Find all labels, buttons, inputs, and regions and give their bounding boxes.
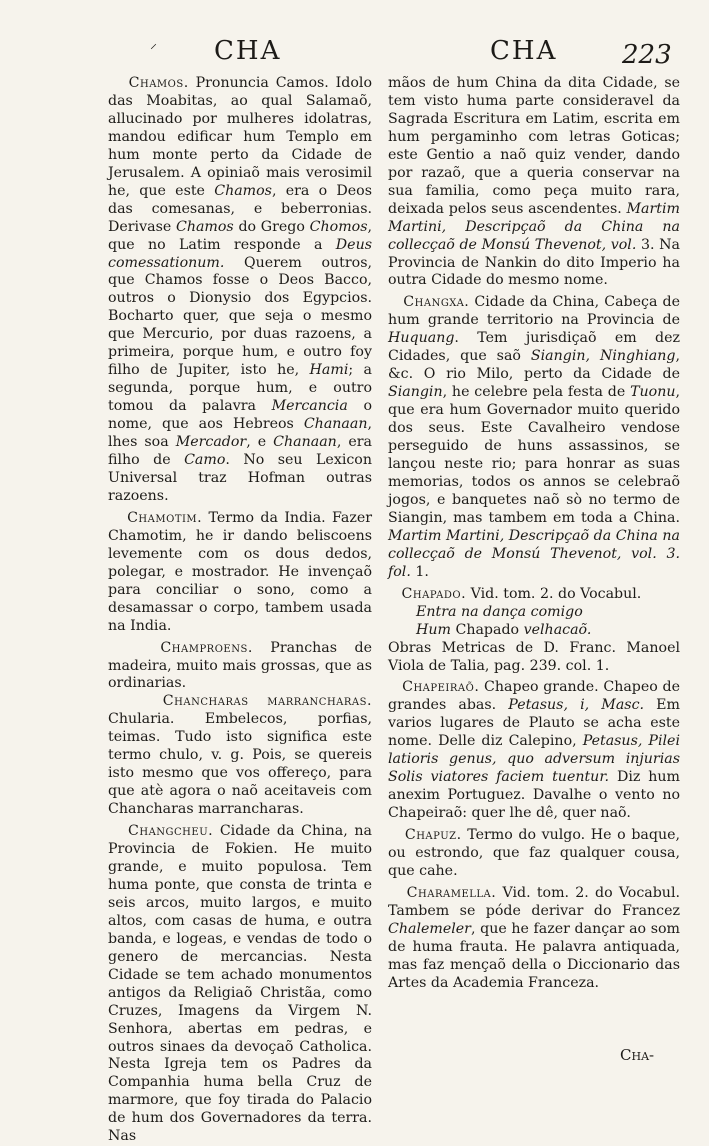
entry-italic: Huquang — [388, 330, 455, 347]
entry-italic: Mercador — [175, 434, 247, 451]
entry-chapuz — [388, 827, 680, 881]
page-number: 223 — [622, 40, 672, 70]
entry-italic: Camo — [184, 452, 226, 469]
catchword: Cha- — [620, 1046, 655, 1064]
entry-italic: velhacaõ. — [523, 621, 592, 638]
entry-text: do Grego — [233, 218, 310, 235]
entry-italic: Chamos — [175, 218, 234, 235]
entry-text: , era filho de — [108, 434, 372, 469]
entry-changcheu — [108, 823, 372, 1146]
entry-italic: Petasus, i, Masc. — [508, 697, 645, 714]
running-head-right: CHA — [490, 36, 558, 66]
entry-term: Chamos. — [128, 75, 189, 91]
entry-chapeirao — [388, 679, 680, 823]
entry-text: , que no Latim responde a — [108, 218, 372, 253]
entry-text: mãos de hum China da dita Cidade, se tem visto huma parte consideravel da Sagrada Escritura em Latim, escrita em hum pergaminho com letras Goticas; este Gentio a naõ quiz vender, dando por razaõ, que a queria conservar na sua familia, como peça muito rara, deixada pelos seus ascendentes. — [388, 75, 680, 217]
entry-italic: Tuonu — [630, 384, 676, 401]
entry-text: ; a segunda, porque hum, e outro tomou da palavra — [108, 362, 372, 415]
entry-champroens — [108, 640, 372, 694]
entry-italic: Petasus, Pilei latioris genus, quo adversum injurias Solis viatores faciem tuentur. — [388, 733, 680, 786]
entry-text: 3. Na Provincia de Nankin do dito Imperio ha outra Cidade do mesmo nome. — [388, 236, 680, 289]
entry-text: Pronuncia Camos. Idolo das Moabitas, ao qual Salamaõ, allucinado por mulheres idolatras, mandou edificar hum Templo em hum monte perto da Cidade de Jerusalem. A opiniaõ mais verosimil he, que este — [108, 75, 372, 199]
entry-italic: Siangin — [388, 384, 443, 401]
entry-italic: Chomos — [309, 218, 368, 235]
entry-italic: Martim Martini, Descripçaõ da China na collecçaõ de Monsú Thevenot, vol. 3. fol. — [388, 527, 680, 580]
entry-text: , que he fazer dançar ao som de huma frauta. He palavra antiquada, mas faz mençaõ della o Diccionario das Artes da Academia Franceza. — [388, 920, 680, 991]
entry-text: . Tem jurisdiçaõ em dez Cidades, que saõ — [388, 330, 680, 365]
entry-text: , era o Deos das comesanas, e beberronias. Derivase — [108, 182, 373, 235]
entry-term: Chapeiraõ. — [402, 679, 480, 696]
entry-italic: Deus comessationum. — [108, 236, 372, 271]
entry-italic: Chamos — [214, 182, 272, 199]
verse-line — [388, 622, 680, 640]
citation: Obras Metricas de D. Franc. Manoel Viola de Talia, pag. 239. col. 1. — [388, 639, 680, 674]
page-mark: ⸝ — [150, 36, 157, 52]
entry-italic: Martim Martini, Descripçaõ da China na collecçaõ de Monsú Thevenot, vol. — [388, 200, 680, 253]
verse-line: Entra na dança comigo — [416, 603, 583, 620]
entry-term: Chapado. — [401, 585, 467, 602]
entry-italic: Chanaan — [303, 416, 368, 433]
entry-chamotim — [108, 510, 372, 636]
entry-text: , que era hum Governador muito querido dos seus. Este Cavalheiro vendose perseguido de huns assassinos, se lançou neste rio; para honrar as suas memorias, todos os annos se celebraõ jogos, e banquetes naõ sò no termo de Siangin, mas tambem em toda a China. — [388, 384, 680, 526]
entry-italic: Mercancia — [271, 398, 348, 415]
entry-text: , lhes soa — [108, 416, 372, 451]
entry-text: , &c. O rio Milo, perto da Cidade de — [388, 348, 680, 383]
entry-text: Querem outros, que Chamos fosse o Deos Bacco, outros o Dionysio dos Egypcios. Bocharto quer, que seja o mesmo que Mercurio, por duas razoens, a primeira, porque hum, e outro foy filho de Jupiter, isto he, — [108, 254, 372, 379]
entry-text: Cidade da China, na Provincia de Fokien. He muito grande, e muito populosa. Tem huma ponte, que consta de trinta e seis arcos, muito largos, e muito altos, com casas de huma, e outra banda, e logeas, e vendas de todo o genero de mercancias. Nesta Cidade se tem achado monumentos antigos da Religiaõ Christãa, como Cruzes, Imagens da Virgem N. Senhora, abertas em pedras, e outros sinaes da devoçaõ Catholica. Nesta Igreja tem os Padres da Companhia huma bella Cruz de marmore, que foy tirada do Palacio de hum dos Governadores da terra. Nas — [108, 823, 372, 1145]
entry-text: 1. — [410, 563, 429, 580]
entry-chancharas — [108, 693, 372, 819]
entry-text: Em varios lugares de Plauto se acha este nome. Delle diz Calepino, — [388, 697, 680, 750]
entry-term: Changcheu. — [128, 823, 214, 840]
entry-text: Chapeo grande. Chapeo de grandes abas. — [388, 679, 680, 714]
entry-italic: Hum — [416, 621, 451, 638]
entry-term: Chapuz. — [404, 827, 462, 844]
entry-text: Termo da India. Fazer Chamotim, he ir dando beliscoens levemente com os dous dedos, polegar, e mostrador. He invençaõ para conciliar o sono, como a desamassar o corpo, tambem usada na India. — [108, 509, 373, 634]
entry-term: Chancharas marrancharas. — [162, 693, 372, 710]
entry-text: , e — [246, 434, 274, 451]
entry-italic: Chanaan — [273, 434, 337, 451]
entry-text: Vid. tom. 2. do Vocabul. — [466, 585, 642, 602]
entry-text: Diz hum anexim Portuguez. Davalhe o vento no Chapeiraõ: quer lhe dê, quer naõ. — [388, 769, 681, 822]
right-column — [388, 75, 680, 993]
entry-text: . No seu Lexicon Universal traz Hofman outras razoens. — [108, 452, 372, 504]
entry-text: , he celebre pela festa de — [442, 384, 631, 401]
entry-term: Chamotim. — [127, 509, 203, 526]
entry-text: o nome, que aos Hebreos — [108, 398, 372, 433]
entry-italic: Hami — [309, 362, 349, 379]
entry-chamos — [108, 75, 372, 506]
entry-text: Cidade da China, Cabeça de hum grande territorio na Provincia de — [388, 294, 680, 329]
entry-charamella — [388, 885, 680, 993]
entry-chapado — [388, 586, 680, 604]
entry-text: Vid. tom. 2. do Vocabul. Tambem se póde derivar do Francez — [388, 884, 680, 919]
entry-text: Termo do vulgo. He o baque, ou estrondo, que faz qualquer cousa, que cahe. — [388, 827, 681, 879]
entry-italic: Chalemeler — [388, 920, 471, 937]
running-head-left: CHA — [214, 36, 282, 66]
entry-continuation — [388, 75, 680, 290]
entry-term: Champroens. — [160, 639, 253, 656]
entry-term: Changxa. — [403, 294, 470, 311]
entry-changxa — [388, 294, 680, 581]
entry-text: Pranchas de madeira, muito mais grossas, que as ordinarias. — [108, 639, 372, 692]
entry-text: Chularia. Embelecos, porfias, teimas. Tudo isto significa este termo chulo, v. g. Pois, se quereis isto mesmo que vos offereço, para que atè agora o naõ aceitaveis com Chancharas marrancharas. — [108, 711, 372, 818]
entry-text: Chapado — [450, 621, 524, 638]
left-column — [108, 75, 372, 1146]
entry-italic: Siangin, Ninghiang — [530, 348, 676, 365]
entry-term: Charamella. — [406, 884, 497, 901]
